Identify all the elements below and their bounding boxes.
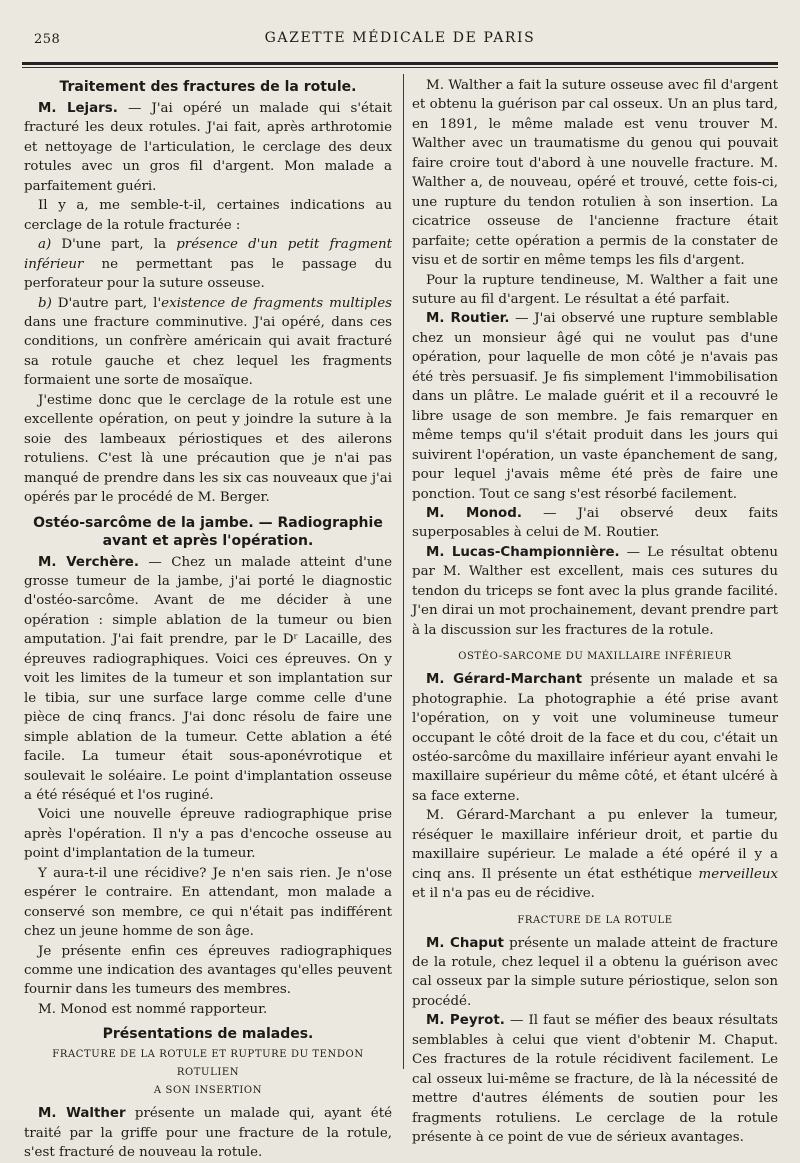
journal-title: GAZETTE MÉDICALE DE PARIS: [264, 30, 536, 46]
speaker-lucas-championniere: M. Lucas-Championnière.: [426, 544, 620, 560]
paragraph: M. Monod est nommé rapporteur.: [38, 1001, 268, 1017]
speaker-verchere: M. Verchère.: [38, 554, 139, 570]
paragraph-verchere: M. Verchère. — Chez un malade atteint d'une grosse tumeur de la jambe, j'ai porté le diagnostic d'ostéo-sarcôme. Avant de me décider à une opération : simple ablation de la tumeur ou bien amputation. J'ai fait prendre, par le Dʳ Lacaille, des épreuves radiographiques. Voici ces épreuves. On y voit les limites de la tumeur et son implantation sur le tibia, sur une surface large comme celle d'une pièce de cinq francs. J'ai donc résolu de faire une simple ablation de la tumeur. Cette ablation a été facile. La tumeur était sous-aponévrotique et soulevait le soléaire. Le point d'implantation osseuse a été réséqué et l'os ruginé.: [24, 554, 392, 803]
subsection-title-patella-fracture-tendon: FRACTURE DE LA ROTULE ET RUPTURE DU TENDON ROTULIEN A SON INSERTION: [52, 1049, 364, 1097]
paragraph: Il y a, me semble-t-il, certaines indications au cerclage de la rotule fracturée :: [24, 198, 392, 233]
paragraph: Pour la rupture tendineuse, M. Walther a fait une suture au fil d'argent. Le résultat a été parfait.: [412, 272, 778, 307]
paragraph: Je présente enfin ces épreuves radiographiques comme une indication des avantages qu'elles peuvent fournir dans les tumeurs des membres.: [24, 943, 392, 998]
section-title-osteosarcoma-leg: Ostéo-sarcôme de la jambe. — Radiographie avant et après l'opération.: [33, 514, 383, 549]
page-number: 258: [34, 32, 61, 47]
paragraph-indication-b: b) D'autre part, l'existence de fragments multiples dans une fracture comminutive. J'ai opéré, dans ces conditions, un confrère américain qui avait fracturé sa rotule gauche et chez lequel les fragments formaient une sorte de mosaïque.: [24, 295, 392, 389]
subsection-title-osteosarcoma-jaw: OSTÉO-SARCOME DU MAXILLAIRE INFÉRIEUR: [458, 651, 732, 663]
paragraph: M. Walther a fait la suture osseuse avec fil d'argent et obtenu la guérison par cal osseux. Un an plus tard, en 1891, le même malade est venu trouver M. Walther avec un traumatisme du genou qui pouvait faire croire tout d'abord à une nouvelle fracture. M. Walther a, de nouveau, opéré et trouvé, cette fois-ci, une rupture du tendon rotulien à son insertion. La cicatrice osseuse de l'ancienne fracture était parfaite; cette opération a permis de la constater de visu et de sortir en même temps les fils d'argent.: [412, 78, 778, 269]
paragraph-lucas-championniere: M. Lucas-Championnière. — Le résultat obtenu par M. Walther est excellent, mais ces sutures du tendon du triceps se font avec la plus grande facilité. J'en dirai un mot prochainement, devant prendre part à la discussion sur les fractures de la rotule.: [412, 544, 778, 638]
left-column: [24, 76, 392, 1163]
paragraph-routier: M. Routier. — J'ai observé une rupture semblable chez un monsieur âgé qui ne voulut pas d'une opération, pour laquelle de mon côté je n'avais pas été très persuasif. Je fis simplement l'immobilisation dans un plâtre. Le malade guérit et il a recouvré le libre usage de son membre. Je fais remarquer en même temps qu'il s'était produit dans les jours qui suivirent l'opération, un vaste épanchement de sang, pour lequel j'avais même été près de faire une ponction. Tout ce sang s'est résorbé facilement.: [412, 311, 778, 502]
paragraph-walther: M. Walther présente un malade qui, ayant été traité par la griffe pour une fracture de la rotule, s'est fracturé de nouveau la rotule.: [24, 1106, 392, 1161]
speaker-monod: M. Monod.: [426, 505, 522, 521]
paragraph: M. Gérard-Marchant a pu enlever la tumeur, réséquer le maxillaire inférieur droit, et partie du maxillaire supérieur. Le malade a été opéré il y a cinq ans. Il présente un état esthétique merveilleux et il n'a pas eu de récidive.: [412, 808, 778, 902]
paragraph-chaput: M. Chaput présente un malade atteint de fracture de la rotule, chez lequel il a obtenu la guérison avec cal osseux par la simple suture périostique, selon son procédé.: [412, 935, 778, 1009]
speaker-chaput: M. Chaput: [426, 935, 504, 951]
paragraph-lejars: M. Lejars. — J'ai opéré un malade qui s'était fracturé les deux rotules. J'ai fait, après arthrotomie et nettoyage de l'articulation, le cerclage des deux rotules avec un gros fil d'argent. Mon malade a parfaitement guéri.: [24, 101, 393, 194]
paragraph-indication-a: a) D'une part, la présence d'un petit fragment inférieur ne permettant pas le passage du perforateur pour la suture osseuse.: [24, 237, 392, 292]
column-divider: [403, 74, 404, 1069]
paragraph: Y aura-t-il une récidive? Je n'en sais rien. Je n'ose espérer le contraire. En attendant, mon malade a conservé son membre, ce qui n'était pas indifférent chez un jeune homme de son âge.: [24, 865, 392, 940]
section-title-treatment-patella: Traitement des fractures de la rotule.: [59, 79, 357, 95]
right-column: [412, 76, 778, 1148]
header-rule-thick: [22, 62, 778, 65]
paragraph: Voici une nouvelle épreuve radiographique prise après l'opération. Il n'y a pas d'encoche osseuse au point d'implantation de la tumeur.: [24, 807, 392, 862]
speaker-lejars: M. Lejars.: [38, 101, 118, 116]
paragraph-gerard-marchant: M. Gérard-Marchant présente un malade et sa photographie. La photographie a été prise avant l'opération, on y voit une volumineuse tumeur occupant le côté droit de la face et du cou, c'était un ostéo-sarcôme du maxillaire inférieur ayant envahi le maxillaire supérieur du même côté, et étant ulcéré à sa face externe.: [412, 672, 778, 804]
speaker-walther: M. Walther: [38, 1106, 126, 1122]
paragraph-peyrot: M. Peyrot. — Il faut se méfier des beaux résultats semblables à celui que vient d'obtenir M. Chaput. Ces fractures de la rotule récidivent facilement. Le cal osseux lui-même se fracture, de là la nécessité de mettre d'autres éléments de soutien pour les fragments rotuliens. Le cerclage de la rotule présente à ce point de vue de sérieux avantages.: [412, 1013, 778, 1146]
section-title-patient-presentations: Présentations de malades.: [102, 1026, 314, 1043]
header-rule-thin: [22, 67, 778, 68]
subsection-title-patella-fracture: FRACTURE DE LA ROTULE: [517, 914, 673, 926]
speaker-peyrot: M. Peyrot.: [426, 1013, 505, 1029]
paragraph: J'estime donc que le cerclage de la rotule est une excellente opération, on peut y joindre la suture à la soie des lambeaux périostiques et des ailerons rotuliens. C'est là une précaution que je n'ai pas manqué de prendre dans les six cas nouveaux que j'ai opérés par le procédé de M. Berger.: [24, 392, 392, 506]
paragraph-monod: M. Monod. — J'ai observé deux faits superposables à celui de M. Routier.: [412, 505, 778, 541]
speaker-routier: M. Routier.: [426, 311, 510, 327]
speaker-gerard-marchant: M. Gérard-Marchant: [426, 672, 582, 688]
page-header: [0, 26, 800, 52]
